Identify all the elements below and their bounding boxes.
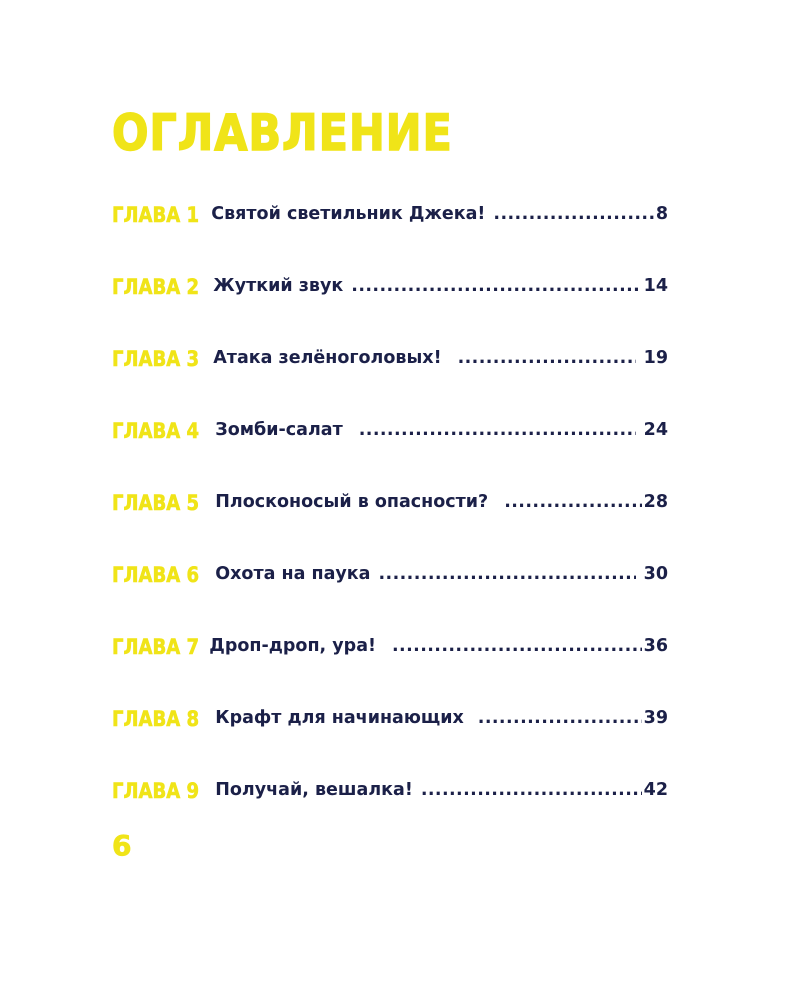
chapter-label: ГЛАВА 2: [112, 274, 200, 299]
toc-entry-chapter-7[interactable]: [112, 629, 668, 665]
dot-leader: [478, 710, 642, 728]
toc-entry-chapter-5[interactable]: [112, 485, 668, 521]
chapter-page-ref: 19: [643, 348, 668, 369]
dot-leader: [351, 278, 641, 296]
chapter-title: Крафт для начинающих: [215, 708, 464, 729]
chapter-title: Охота на паука: [215, 564, 371, 585]
chapter-title: Плосконосый в опасности?: [215, 492, 489, 513]
chapter-label: ГЛАВА 1: [112, 202, 200, 227]
dot-leader: [359, 422, 636, 440]
dot-leader: [392, 638, 642, 656]
chapter-label: ГЛАВА 6: [112, 562, 200, 587]
chapter-label: ГЛАВА 7: [112, 634, 200, 659]
chapter-label: ГЛАВА 4: [112, 418, 200, 443]
chapter-page-ref: 28: [643, 492, 668, 513]
chapter-page-ref: 30: [643, 564, 668, 585]
chapter-label: ГЛАВА 9: [112, 778, 200, 803]
toc-entry-chapter-9[interactable]: [112, 773, 668, 809]
chapter-title: Получай, вешалка!: [215, 780, 413, 801]
toc-entry-chapter-3[interactable]: [112, 341, 668, 377]
dot-leader: [504, 494, 641, 512]
dot-leader: [458, 350, 636, 368]
toc-entry-chapter-1[interactable]: [112, 197, 668, 233]
chapter-title: Зомби-салат: [215, 420, 343, 441]
chapter-label: ГЛАВА 8: [112, 706, 200, 731]
chapter-page-ref: 36: [643, 636, 668, 657]
toc-entry-chapter-2[interactable]: [112, 269, 668, 305]
chapter-page-ref: 14: [643, 276, 668, 297]
chapter-page-ref: 24: [643, 420, 668, 441]
chapter-title: Святой светильник Джека!: [211, 204, 486, 225]
chapter-label: ГЛАВА 3: [112, 346, 200, 371]
page-number: 6: [112, 829, 132, 862]
chapter-label: ГЛАВА 5: [112, 490, 200, 515]
dot-leader: [493, 206, 653, 224]
chapter-page-ref: 42: [643, 780, 668, 801]
chapter-title: Жуткий звук: [213, 276, 344, 297]
chapter-page-ref: 39: [643, 708, 668, 729]
toc-entry-chapter-6[interactable]: [112, 557, 668, 593]
toc-entry-chapter-4[interactable]: [112, 413, 668, 449]
chapter-title: Атака зелёноголовых!: [213, 348, 442, 369]
chapter-title: Дроп-дроп, ура!: [209, 636, 376, 657]
dot-leader: [378, 566, 635, 584]
toc-heading: ОГЛАВЛЕНИЕ: [112, 104, 453, 162]
toc-entry-chapter-8[interactable]: [112, 701, 668, 737]
dot-leader: [421, 782, 642, 800]
chapter-page-ref: 8: [655, 204, 668, 225]
